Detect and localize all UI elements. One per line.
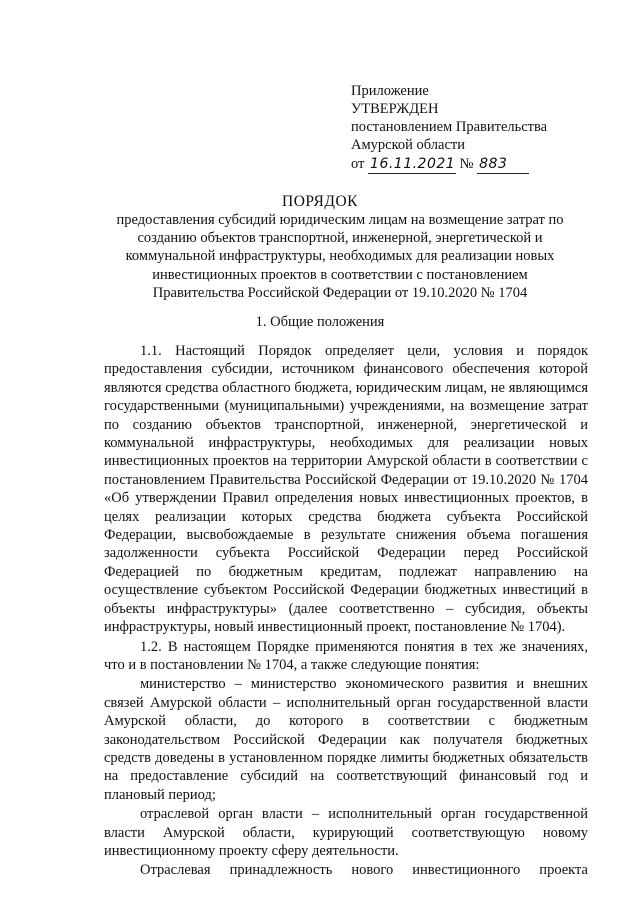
approval-appendix-label: Приложение — [351, 83, 429, 99]
approval-approved-label: УТВЕРЖДЕН — [351, 101, 439, 117]
document-title: ПОРЯДОК — [282, 193, 358, 210]
document-body — [104, 342, 588, 880]
definition-ministry: министерство – министерство экономического развития и внешних связей Амурской области – исполнительный орган государственной власти Амурской области, до которого в соответствии с бюджетным законодательством Российской Федерации как получателя бюджетных средств доведены в установленном порядке лимиты бюджетных обязательств на предоставление субсидий на соответствующий финансовый год и плановый период; — [104, 676, 588, 803]
paragraph-1-1: 1.1. Настоящий Порядок определяет цели, условия и порядок предоставления субсидии, источником финансового обеспечения которой являются средства областного бюджета, юридическим лицам, не являющимся государственными (муниципальными) учреждениями, на возмещение затрат по созданию объектов транспортной, инженерной, энергетической и коммунальной инфраструктуры, необходимых для реализации новых инвестиционных проектов на территории Амурской области в соответствии с постановлением Правительства Российской Федерации от 19.10.2020 № 1704 «Об утверждении Правил определения новых инвестиционных проектов, в целях реализации которых средства бюджета субъекта Российской Федерации, высвобождаемые в результате снижения объема погашения задолженности субъекта Российской Федерации перед Российской Федерацией по бюджетным кредитам, подлежат направлению на осуществление субъектом Российской Федерации бюджетных инвестиций в объекты инфраструктуры» (далее соответственно – субсидия, объекты инфраструктуры, новый инвестиционный проект, постановление № 1704). — [104, 343, 588, 636]
approval-date-handwritten: 16.11.2021 — [370, 156, 456, 172]
number-prefix: № — [459, 156, 474, 172]
approval-resolution-label: постановлением Правительства — [351, 119, 548, 135]
approval-block — [351, 82, 547, 174]
definition-sector-authority: отраслевой орган власти – исполнительный орган государственной власти Амурской области, курирующий соответствующую новому инвестиционному проекту сферу деятельности. — [104, 806, 588, 859]
section-heading: 1. Общие положения — [255, 314, 385, 330]
approval-date-line — [351, 155, 547, 174]
approval-number-handwritten: 883 — [477, 155, 529, 174]
approval-region-label: Амурской области — [351, 137, 465, 153]
date-prefix: от — [351, 156, 365, 172]
paragraph-1-2: 1.2. В настоящем Порядке применяются понятия в тех же значениях, что и в постановлении № 1704, а также следующие понятия: — [104, 638, 588, 673]
paragraph-sector-affiliation: Отраслевая принадлежность нового инвестиционного проекта — [140, 862, 588, 879]
document-subtitle: предоставления субсидий юридическим лицам на возмещение затрат по созданию объектов транспортной, инженерной, энергетической и коммунальной инфраструктуры, необходимых для реализации новых инвестиционных проектов в соответствии с постановлением Правительства Российской Федерации от 19.10.2020 № 1704 — [116, 212, 564, 301]
